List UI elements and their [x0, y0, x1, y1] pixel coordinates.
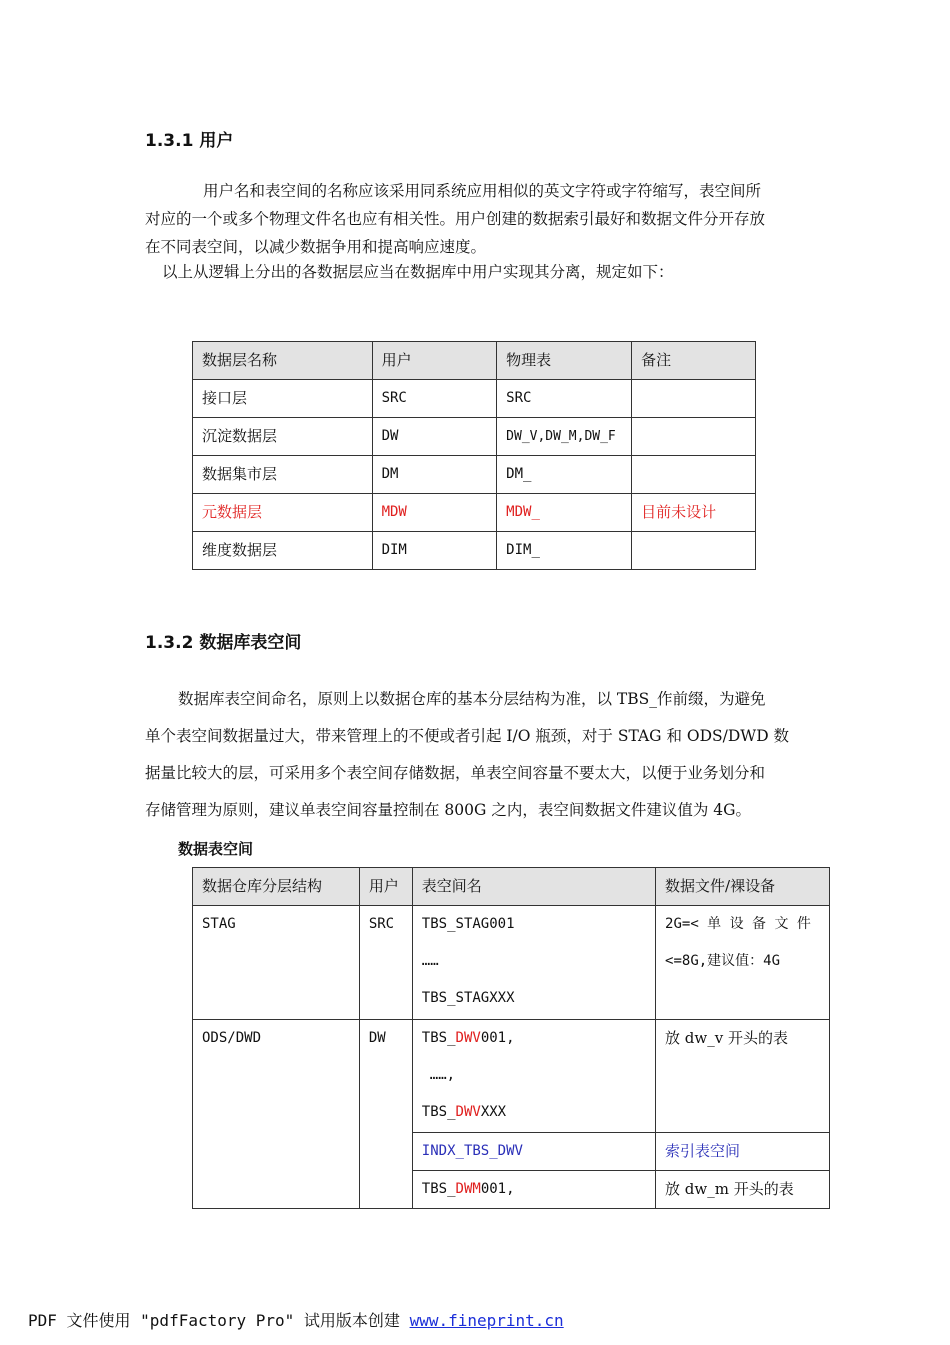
- table-caption: 数据表空间: [178, 840, 254, 858]
- header-layer-name: 数据层名称: [193, 342, 373, 380]
- physical-table-cell: DIM_: [497, 532, 632, 570]
- section1-paragraph2: 以上从逻辑上分出的各数据层应当在数据库中用户实现其分离，规定如下：: [162, 263, 674, 281]
- tablespace-cell: [412, 906, 655, 1020]
- tablespace-line: TBS_STAGXXX: [421, 990, 515, 1006]
- tablespace-line: TBS_DWVXXX: [421, 1104, 507, 1120]
- para2-line1: 数据库表空间命名，原则上以数据仓库的基本分层结构为准，以 TBS_作前缀，为避免: [178, 690, 766, 708]
- layer-name-cell: 沉淀数据层: [193, 418, 373, 456]
- tablespace-line: ……: [421, 953, 439, 969]
- table-header-row: [193, 342, 756, 380]
- index-note-cell: 索引表空间: [656, 1133, 830, 1171]
- header-datafile: 数据文件/裸设备: [656, 868, 830, 906]
- table-header-row: [193, 868, 830, 906]
- physical-table-cell: DW_V,DW_M,DW_F: [497, 418, 632, 456]
- table-row-ods: [193, 1020, 830, 1133]
- header-user: 用户: [372, 342, 497, 380]
- tablespace-table: [192, 867, 830, 1209]
- header-physical-table: 物理表: [497, 342, 632, 380]
- table-row: [193, 380, 756, 418]
- section-title-users: 1.3.1 用户: [145, 131, 234, 151]
- header-tablespace-name: 表空间名: [412, 868, 655, 906]
- user-cell: MDW: [372, 494, 497, 532]
- layer-name-cell: 数据集市层: [193, 456, 373, 494]
- table-row: [193, 456, 756, 494]
- section2-paragraph: [145, 681, 825, 829]
- tablespace-line: ……,: [429, 1067, 456, 1083]
- para2-line2: 单个表空间数据量过大，带来管理上的不便或者引起 I/O 瓶颈，对于 STAG 和 ODS/DWD 数: [145, 727, 790, 745]
- layer-cell: ODS/DWD: [193, 1020, 360, 1209]
- table-row-highlighted: [193, 494, 756, 532]
- index-tablespace-cell: INDX_TBS_DWV: [412, 1133, 655, 1171]
- user-cell: SRC: [372, 380, 497, 418]
- para1-line1: 用户名和表空间的名称应该采用同系统应用相似的英文字符或字符缩写，表空间所: [203, 182, 762, 200]
- header-user: 用户: [359, 868, 412, 906]
- section1-paragraph: [145, 177, 825, 261]
- physical-table-cell: MDW_: [497, 494, 632, 532]
- remark-cell: [632, 418, 756, 456]
- para1-line2: 对应的一个或多个物理文件名也应有相关性。用户创建的数据索引最好和数据文件分开存放: [145, 210, 766, 228]
- layer-name-cell: 元数据层: [193, 494, 373, 532]
- datafile-cell: [656, 906, 830, 1020]
- physical-table-cell: SRC: [497, 380, 632, 418]
- datafile-cell: 放 dw_m 开头的表: [656, 1171, 830, 1209]
- tablespace-line: TBS_STAG001: [421, 916, 515, 932]
- datafile-line: <=8G,建议值：4G: [665, 953, 781, 969]
- table-row: [193, 418, 756, 456]
- remark-cell: [632, 532, 756, 570]
- header-remark: 备注: [632, 342, 756, 380]
- physical-table-cell: DM_: [497, 456, 632, 494]
- tablespace-cell: [412, 1020, 655, 1133]
- layer-name-cell: 接口层: [193, 380, 373, 418]
- para2-line3: 据量比较大的层，可采用多个表空间存储数据，单表空间容量不要太大，以便于业务划分和: [145, 764, 766, 782]
- data-layer-table: [192, 341, 756, 570]
- remark-cell: [632, 380, 756, 418]
- para1-line3: 在不同表空间，以减少数据争用和提高响应速度。: [145, 238, 487, 256]
- user-cell: DW: [372, 418, 497, 456]
- layer-name-cell: 维度数据层: [193, 532, 373, 570]
- footer-text: PDF 文件使用 "pdfFactory Pro" 试用版本创建: [28, 1311, 410, 1330]
- user-cell: DM: [372, 456, 497, 494]
- footer-link[interactable]: www.fineprint.cn: [409, 1311, 564, 1330]
- datafile-line: 2G=< 单 设 备 文 件: [665, 916, 811, 932]
- remark-cell: [632, 456, 756, 494]
- user-cell: DW: [359, 1020, 412, 1209]
- table-row-stag: [193, 906, 830, 1020]
- table-row: [193, 532, 756, 570]
- layer-cell: STAG: [193, 906, 360, 1020]
- tablespace-cell: TBS_DWM001,: [412, 1171, 655, 1209]
- footer: [28, 1308, 564, 1331]
- section-title-tablespace: 1.3.2 数据库表空间: [145, 633, 302, 653]
- datafile-cell: 放 dw_v 开头的表: [656, 1020, 830, 1133]
- user-cell: SRC: [359, 906, 412, 1020]
- tablespace-line: TBS_DWV001,: [421, 1030, 515, 1046]
- remark-cell: 目前未设计: [632, 494, 756, 532]
- user-cell: DIM: [372, 532, 497, 570]
- para2-line4: 存储管理为原则，建议单表空间容量控制在 800G 之内，表空间数据文件建议值为 4G。: [145, 801, 751, 819]
- header-layer-structure: 数据仓库分层结构: [193, 868, 360, 906]
